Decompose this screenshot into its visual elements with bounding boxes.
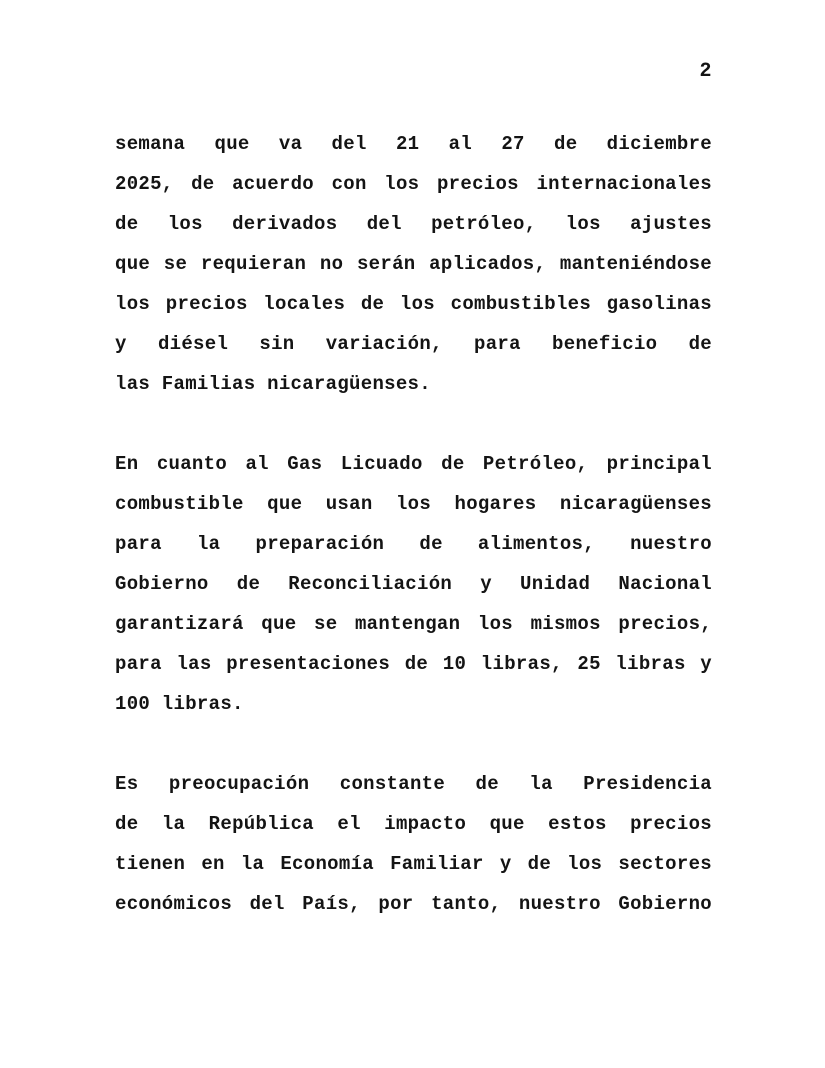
text-line: tienen en la Economía Familiar y de los sectores (115, 853, 712, 875)
text-line: En cuanto al Gas Licuado de Petróleo, principal (115, 453, 712, 475)
text-line: Es preocupación constante de la Presidencia (115, 773, 712, 795)
text-line: de la República el impacto que estos precios (115, 813, 712, 835)
text-line: combustible que usan los hogares nicaragüenses (115, 493, 712, 515)
text-line: los precios locales de los combustibles gasolinas (115, 293, 712, 315)
paragraph (115, 444, 712, 724)
text-line: que se requieran no serán aplicados, manteniéndose (115, 253, 712, 275)
text-line: las Familias nicaragüenses. (115, 373, 431, 395)
text-line: económicos del País, por tanto, nuestro Gobierno (115, 893, 712, 915)
page-number: 2 (699, 60, 712, 83)
text-line: de los derivados del petróleo, los ajustes (115, 213, 712, 235)
text-line: para las presentaciones de 10 libras, 25 libras y (115, 653, 712, 675)
text-line: 2025, de acuerdo con los precios internacionales (115, 173, 712, 195)
text-line: 100 libras. (115, 693, 244, 715)
text-line: Gobierno de Reconciliación y Unidad Nacional (115, 573, 712, 595)
text-line: y diésel sin variación, para beneficio de (115, 333, 712, 355)
text-line: para la preparación de alimentos, nuestro (115, 533, 712, 555)
paragraph (115, 764, 712, 924)
paragraph (115, 124, 712, 404)
text-line: garantizará que se mantengan los mismos precios, (115, 613, 712, 635)
document-body (115, 124, 712, 924)
text-line: semana que va del 21 al 27 de diciembre (115, 133, 712, 155)
